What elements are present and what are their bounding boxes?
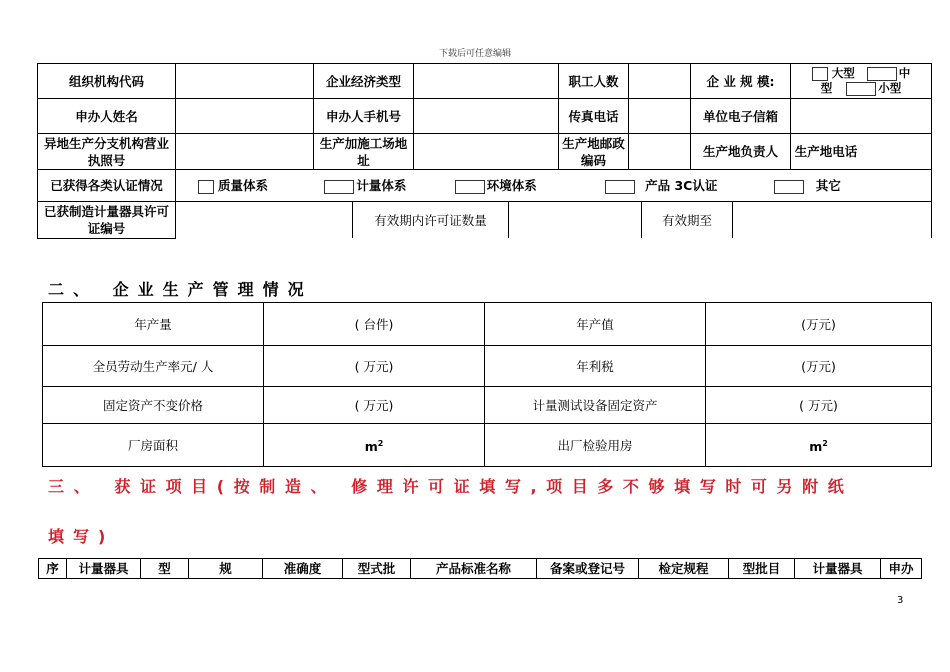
email-label: 单位电子信箱 [691,99,791,134]
fixed-assets-value[interactable]: ( 万元) [264,387,485,424]
checkbox-small[interactable] [846,82,876,96]
productivity-label: 全员劳动生产率元/ 人 [43,346,264,387]
fixed-assets-label: 固定资产不变价格 [43,387,264,424]
cert-env-label: 环境体系 [486,178,537,193]
factory-area-unit-sup: 2 [377,438,384,448]
annual-output-value[interactable]: ( 台件) [264,303,485,346]
scale-mid-label-a: 中 [898,66,911,80]
enterprise-info-table [37,63,932,239]
section-3-title-cont: 填写) [48,527,115,546]
test-equipment-assets-label: 计量测试设备固定资产 [485,387,706,424]
site-phone-value[interactable] [861,143,931,160]
test-equipment-assets-value[interactable]: ( 万元) [706,387,932,424]
econ-type-value[interactable] [414,64,559,99]
checkbox-mid[interactable] [867,67,897,81]
license-count-label: 有效期内许可证数量 [353,202,509,238]
scale-large-label: 大型 [831,66,855,80]
cert-other-label: 其它 [815,178,841,193]
col-verification-rule: 检定规程 [639,559,729,579]
header-note: 下载后可任意编辑 [438,49,511,59]
factory-address-value[interactable] [414,134,559,170]
col-product-standard: 产品标准名称 [411,559,537,579]
fax-label: 传真电话 [559,99,629,134]
checkbox-large[interactable] [812,67,828,81]
cert-3c-label: 产品 3C认证 [645,178,718,193]
col-apply: 申办 [881,559,922,579]
cert-quality-label: 质量体系 [218,178,269,193]
checkbox-measure[interactable] [324,180,354,194]
col-batch-item: 型批目 [729,559,795,579]
inspection-room-unit: m [809,439,823,455]
branch-license-label: 异地生产分支机构营业执照号 [38,134,176,170]
section-2-title: 二、 企业生产管理情况 [48,280,313,299]
org-code-label: 组织机构代码 [38,64,176,99]
applicant-name-value[interactable] [176,99,314,134]
applicant-name-label: 申办人姓名 [38,99,176,134]
checkbox-quality[interactable] [198,180,214,194]
certs-label: 已获得各类认证情况 [38,170,176,202]
annual-output-label: 年产量 [43,303,264,346]
factory-area-value[interactable] [264,424,485,467]
scale-small-label: 小型 [878,81,902,95]
certified-items-table [38,558,922,579]
col-type-approval: 型式批 [343,559,411,579]
col-spec: 规 [189,559,263,579]
site-phone-cell [791,134,932,170]
checkbox-3c[interactable] [605,180,635,194]
factory-area-unit: m [364,439,378,455]
applicant-phone-value[interactable] [414,99,559,134]
production-table [42,302,932,467]
factory-area-label: 厂房面积 [43,424,264,467]
applicant-phone-label: 申办人手机号 [314,99,414,134]
col-record-no: 备案或登记号 [537,559,639,579]
certified-items-header-row [39,559,922,579]
productivity-value[interactable]: ( 万元) [264,346,485,387]
scale-options [791,64,932,99]
annual-tax-label: 年利税 [485,346,706,387]
license-count-value[interactable] [509,202,642,238]
email-value[interactable] [791,99,932,134]
col-instrument: 计量器具 [67,559,141,579]
postcode-value[interactable] [629,134,691,170]
inspection-room-value[interactable] [706,424,932,467]
econ-type-label: 企业经济类型 [314,64,414,99]
factory-address-label: 生产加施工场地址 [314,134,414,170]
section-3-title: 三、 获证项目(按制造、 修理许可证填写,项目多不够填写时可另附纸 [48,477,854,496]
fax-value[interactable] [629,99,691,134]
staff-count-value[interactable] [629,64,691,99]
site-manager-label: 生产地负责人 [691,134,791,170]
checkbox-env[interactable] [455,180,485,194]
scale-mid-label-b: 型 [820,81,833,95]
annual-value-value[interactable]: (万元) [706,303,932,346]
valid-until-label: 有效期至 [642,202,733,238]
col-accuracy: 准确度 [263,559,343,579]
license-no-label: 已获制造计量器具许可证编号 [38,202,176,239]
page-number: 3 [897,595,904,606]
site-phone-label: 生产地电话 [794,144,858,159]
staff-count-label: 职工人数 [559,64,629,99]
org-code-value[interactable] [176,64,314,99]
inspection-room-label: 出厂检验用房 [485,424,706,467]
annual-tax-value[interactable]: (万元) [706,346,932,387]
license-row [176,202,932,239]
scale-label: 企 业 规 模: [691,64,791,99]
branch-license-value[interactable] [176,134,314,170]
checkbox-other[interactable] [774,180,804,194]
col-instrument-2: 计量器具 [795,559,881,579]
postcode-label: 生产地邮政编码 [559,134,629,170]
license-no-value[interactable] [176,202,353,238]
inspection-room-unit-sup: 2 [822,438,828,448]
valid-until-value[interactable] [733,202,932,238]
col-index: 序 [39,559,67,579]
annual-value-label: 年产值 [485,303,706,346]
certs-options [176,170,932,202]
cert-measure-label: 计量体系 [356,178,407,193]
col-model: 型 [141,559,189,579]
